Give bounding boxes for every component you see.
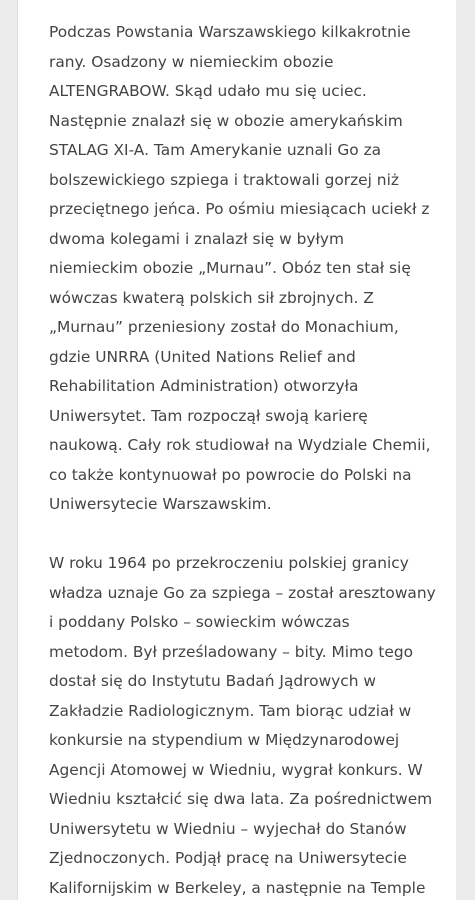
text-line: Uniwersytecie Warszawskim. <box>49 495 272 513</box>
paragraph-1 <box>49 18 454 520</box>
text-line: Kalifornijskim w Berkeley, a następnie na Temple <box>49 878 426 897</box>
text-line: Uniwersytetu w Wiedniu – wyjechał do Stanów <box>49 819 407 838</box>
text-line: „Murnau” przeniesiony został do Monachium, <box>49 318 399 336</box>
text-line: bolszewickiego szpiega i traktowali gorzej niż <box>49 170 399 189</box>
text-line: Zakładzie Radiologicznym. Tam biorąc udział w <box>49 701 412 720</box>
text-line: naukową. Cały rok studiował na Wydziale Chemii, <box>49 436 431 454</box>
text-line: co także kontynuował po powrocie do Polski na <box>49 465 412 484</box>
text-line: władza uznaje Go za szpiega – został aresztowany <box>49 583 436 602</box>
text-line: konkursie na stypendium w Międzynarodowej <box>49 731 400 749</box>
text-line: przeciętnego jeńca. Po ośmiu miesiącach uciekł z <box>49 200 430 218</box>
text-line: Uniwersytet. Tam rozpoczął swoją karierę <box>49 406 368 425</box>
text-line: ALTENGRABOW. Skąd udało mu się uciec. <box>49 82 367 100</box>
text-line: Następnie znalazł się w obozie amerykańskim <box>49 111 403 130</box>
article-body <box>49 18 454 900</box>
text-line: wówczas kwaterą polskich sił zbrojnych. Z <box>49 288 374 307</box>
text-line: STALAG XI-A. Tam Amerykanie uznali Go za <box>49 141 382 159</box>
text-line: dwoma kolegami i znalazł się w byłym <box>49 229 344 248</box>
content-area <box>18 0 456 900</box>
text-line: W roku 1964 po przekroczeniu polskiej granicy <box>49 554 409 572</box>
text-line: Agencji Atomowej w Wiedniu, wygrał konkurs. W <box>49 760 423 779</box>
right-margin <box>456 0 475 900</box>
paragraph-2 <box>49 549 454 900</box>
text-line: Wiedniu kształcić się dwa lata. Za pośrednictwem <box>49 790 433 808</box>
text-line: Podczas Powstania Warszawskiego kilkakrotnie <box>49 23 411 41</box>
text-line: gdzie UNRRA (United Nations Relief and <box>49 347 356 366</box>
text-line: niemieckim obozie „Murnau”. Obóz ten stał się <box>49 259 411 277</box>
text-line: rany. Osadzony w niemieckim obozie <box>49 52 334 71</box>
left-margin <box>0 0 18 900</box>
text-line: Zjednoczonych. Podjął pracę na Uniwersytecie <box>49 849 407 867</box>
text-line: i poddany Polsko – sowieckim wówczas <box>49 613 350 631</box>
text-line: dostał się do Instytutu Badań Jądrowych w <box>49 672 376 690</box>
text-line: Rehabilitation Administration) otworzyła <box>49 377 359 395</box>
text-line: metodom. Był prześladowany – bity. Mimo tego <box>49 642 414 661</box>
